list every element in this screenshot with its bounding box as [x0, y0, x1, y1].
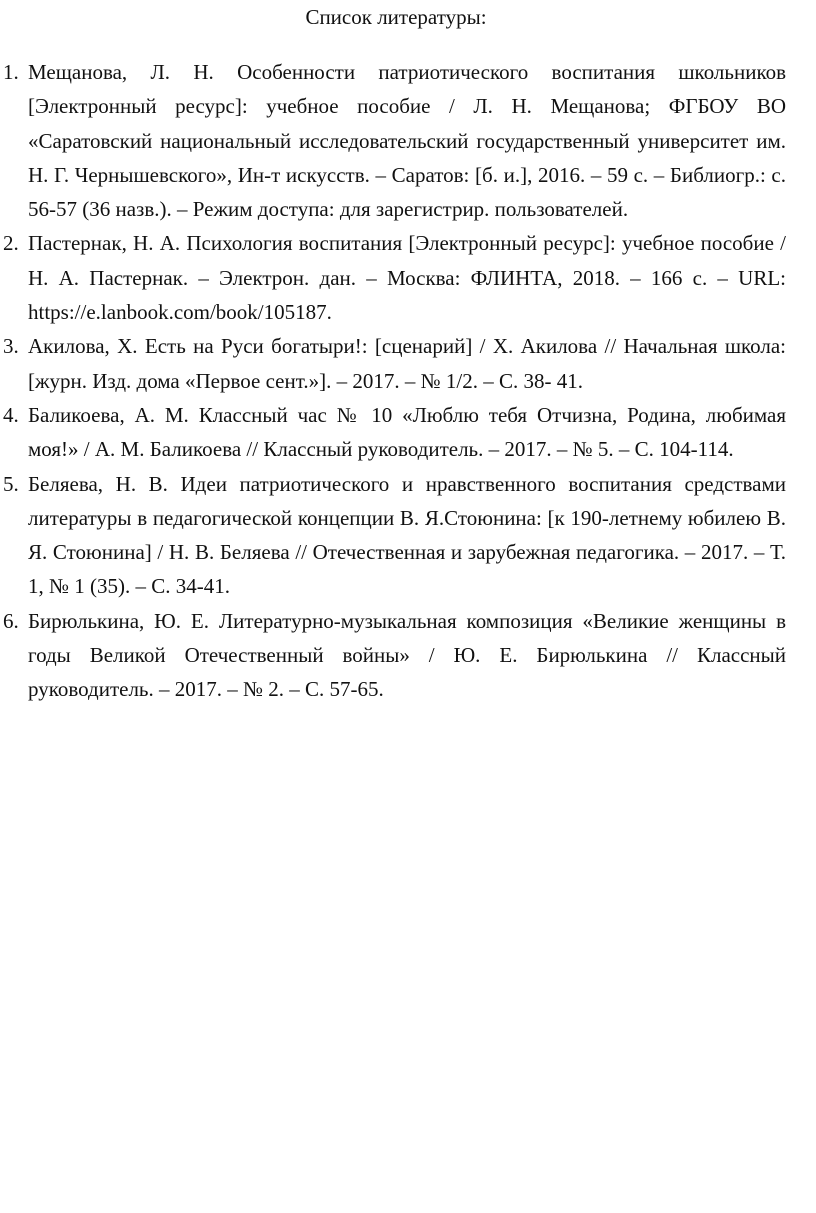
reference-number: 5. [3, 471, 19, 496]
reference-item-4 [0, 398, 786, 467]
reference-item-6 [0, 604, 786, 707]
reference-item-2 [0, 226, 786, 329]
reference-number: 6. [3, 608, 19, 633]
reference-number: 3. [3, 334, 19, 359]
reference-number: 1. [3, 60, 19, 84]
reference-text: Бирюлькина, Ю. Е. Литературно-музыкальная композиция «Великие женщины в годы Великой Отечественный войны» / Ю. Е. Бирюлькина // Классный руководитель. – 2017. – № 2. – С. 57-65. [28, 608, 786, 702]
reference-text: Мещанова, Л. Н. Особенности патриотического воспитания школьников [Электронный ресурс]: учебное пособие / Л. Н. Мещанова; ФГБОУ ВО «Саратовский национальный исследовательский государственный университет им. Н. Г. Чернышевского», Ин-т искусств. – Саратов: [б. и.], 2016. – 59 с. – Библиогр.: с. 56-57 (36 назв.). – Режим доступа: для зарегистрир. пользователей. [28, 60, 786, 222]
reference-text: Пастернак, Н. А. Психология воспитания [Электронный ресурс]: учебное пособие / Н. А. Пастернак. – Электрон. дан. – Москва: ФЛИНТА, 2018. – 166 с. – URL: https://e.lanbook.com/book/105187. [28, 231, 786, 325]
reference-number: 2. [3, 231, 19, 256]
reference-list [0, 55, 786, 707]
reference-text: Акилова, Х. Есть на Руси богатыри!: [сценарий] / Х. Акилова // Начальная школа: [журн. Изд. дома «Первое сент.»]. – 2017. – № 1/2. – С. 38- 41. [28, 334, 786, 393]
reference-item-3 [0, 329, 786, 398]
reference-text: Беляева, Н. В. Идеи патриотического и нравственного воспитания средствами литературы в педагогической концепции В. Я.Стоюнина: [к 190-летнему юбилею В. Я. Стоюнина] / Н. В. Беляева // Отечественная и зарубежная педагогика. – 2017. – Т. 1, № 1 (35). – С. 34-41. [28, 471, 786, 599]
reference-text: Баликоева, А. М. Классный час № 10 «Люблю тебя Отчизна, Родина, любимая моя!» / А. М. Баликоева // Классный руководитель. – 2017. – № 5. – С. 104-114. [28, 402, 786, 462]
reference-number: 4. [3, 402, 19, 427]
page-title: Список литературы: [305, 5, 487, 29]
reference-item-1 [0, 55, 786, 226]
reference-item-5 [0, 467, 786, 604]
